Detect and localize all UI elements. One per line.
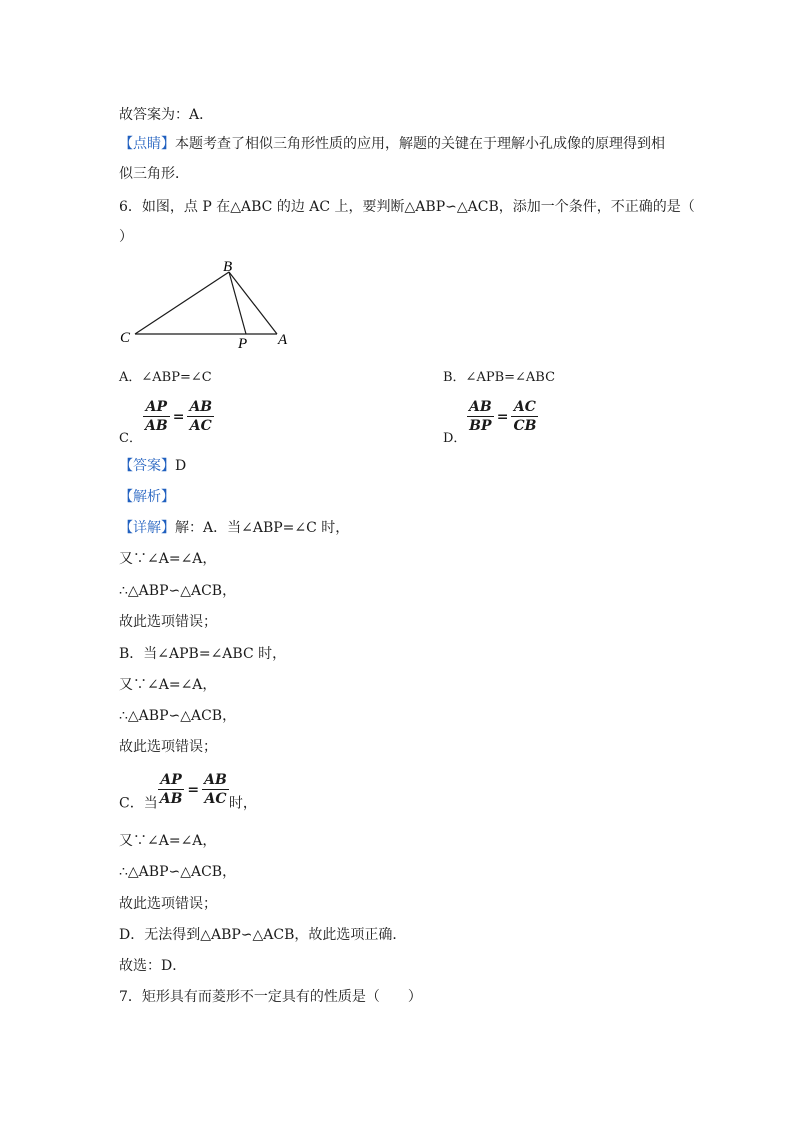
option-a: A．∠ABP=∠C <box>119 370 212 385</box>
detail-line-d1: D．无法得到△ABP∽△ACB，故此选项正确． <box>119 927 407 943</box>
label-a: A <box>278 332 288 348</box>
detail-line-b2: 又∵∠A=∠A， <box>119 677 217 693</box>
option-c-equation: $\frac{AP}{AB}$ = $\frac{AB}{AC}$ <box>145 399 213 434</box>
label-b: B <box>223 259 233 275</box>
question-7-stem: 7．矩形具有而菱形不一定具有的性质是（ ） <box>119 989 422 1005</box>
answer-line <box>119 457 186 475</box>
detail-line-c4: 故此选项错误； <box>119 896 217 912</box>
detail-line-a2: 又∵∠A=∠A， <box>119 551 217 567</box>
answer-line-prev: 故答案为：A． <box>119 107 214 123</box>
comment-tag: 【点睛】 <box>119 136 175 152</box>
question-6-stem: 6．如图，点 P 在△ABC 的边 AC 上，要判断△ABP∽△ACB，添加一个条件，不正确的是（ <box>119 199 695 215</box>
option-d-equation: $\frac{AB}{BP}$ = $\frac{AC}{CB}$ <box>469 399 537 434</box>
fraction: $\frac{AP}{AB}$ <box>159 772 183 807</box>
analysis-tag: 【解析】 <box>119 489 175 505</box>
detail-line-c1: C．当 $\frac{AP}{AB}$ = $\frac{AB}{AC}$ 时， <box>119 772 257 812</box>
detail-line-b4: 故此选项错误； <box>119 739 217 755</box>
option-c-prefix: C． <box>119 431 142 446</box>
label-p: P <box>238 336 248 352</box>
answer-tag: 【答案】 <box>119 458 175 474</box>
option-b: B．∠APB=∠ABC <box>443 370 556 385</box>
fraction: $\frac{AC}{CB}$ <box>513 399 537 434</box>
answer-value: D <box>175 458 187 474</box>
detail-line-b3: ∴△ABP∽△ACB， <box>119 708 237 724</box>
detail-tag: 【详解】 <box>119 520 175 536</box>
segment-bp <box>229 272 246 334</box>
fraction: $\frac{AB}{BP}$ <box>469 399 492 434</box>
detail-line-a1: 【详解】解：A．当∠ABP=∠C 时， <box>119 520 350 536</box>
label-c: C <box>120 330 131 346</box>
detail-line-a3: ∴△ABP∽△ACB， <box>119 583 237 599</box>
option-d-prefix: D． <box>443 431 467 446</box>
detail-line-c3: ∴△ABP∽△ACB， <box>119 864 237 880</box>
comment-line-2: 似三角形． <box>119 166 189 182</box>
detail-line-a4: 故此选项错误； <box>119 614 217 630</box>
detail-line-c2: 又∵∠A=∠A， <box>119 833 217 849</box>
question-6-stem-end: ） <box>119 229 133 245</box>
fraction: $\frac{AB}{AC}$ <box>189 399 213 434</box>
fraction: $\frac{AB}{AC}$ <box>204 772 227 807</box>
comment-text: 本题考查了相似三角形性质的应用，解题的关键在于理解小孔成像的原理得到相 <box>175 136 665 152</box>
triangle-figure <box>110 252 310 352</box>
fraction: $\frac{AP}{AB}$ <box>145 399 168 434</box>
detail-line-b1: B．当∠APB=∠ABC 时， <box>119 646 287 662</box>
segment-cb <box>135 272 229 334</box>
comment-line-1 <box>119 135 665 153</box>
conclusion-line: 故选：D． <box>119 958 187 974</box>
segment-ba <box>229 272 277 334</box>
